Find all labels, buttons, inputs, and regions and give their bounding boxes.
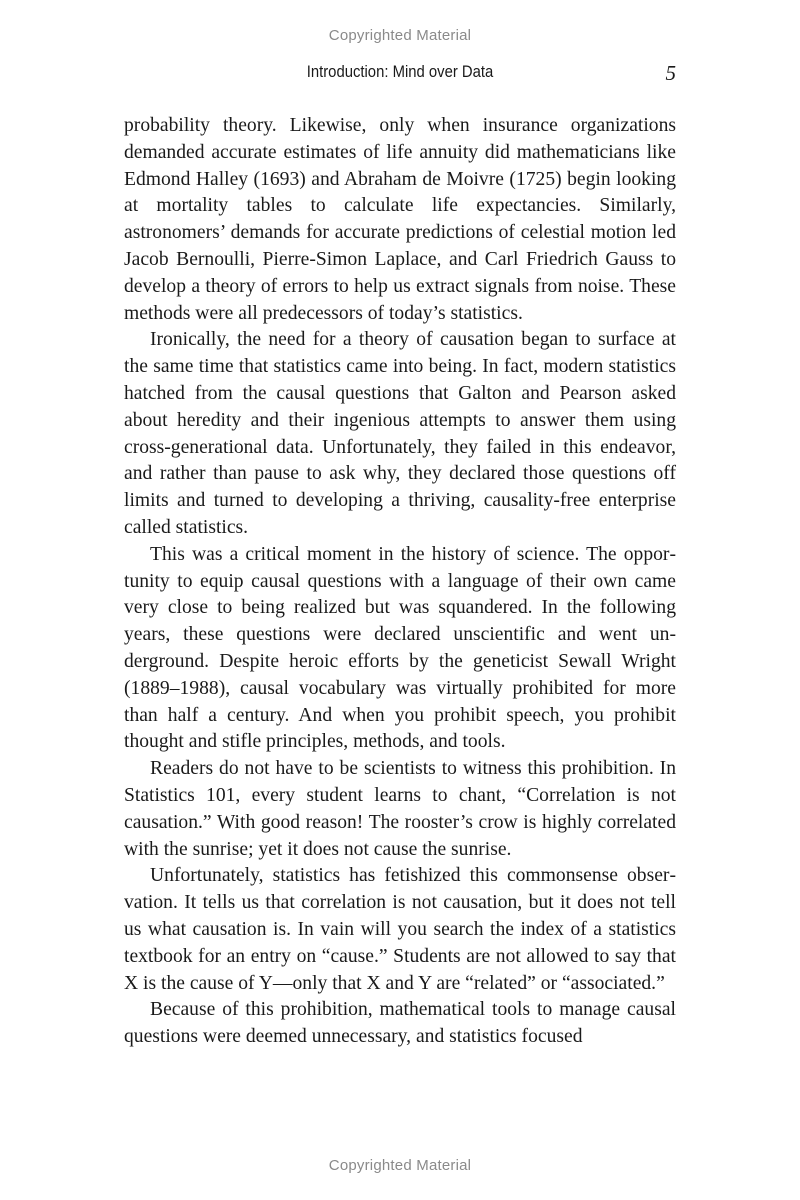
paragraph-5: Unfortunately, statistics has fetishized this commonsense observation. It tells us that correlation is not causation, but it does not tell us what causation is. In vain will you search the index of a statistics textbook for an entry on “cause.” Students are not allowed to say that X is the cause of Y—only that X and Y are “related” or “associated.” [124,865,676,994]
paragraph-1: probability theory. Likewise, only when insurance organizations demanded accurate estimates of life annuity did mathematicians like Edmond Halley (1693) and Abraham de Moivre (1725) begin looking at mortality tables to calculate life expectancies. Similarly, astronomers’ demands for accurate predictions of celestial motion led Jacob Bernoulli, Pierre-Simon Laplace, and Carl Friedrich Gauss to develop a theory of errors to help us extract signals from noise. These methods were all predecessors of today’s statistics. [124,115,676,324]
paragraph-4: Readers do not have to be scientists to witness this prohibition. In Statistics 101, every student learns to chant, “Correlation is not causation.” With good reason! The rooster’s crow is highly correlated with the sunrise; yet it does not cause the sunrise. [124,758,676,860]
running-header [124,61,676,85]
chapter-title: Introduction: Mind over Data [306,63,494,81]
paragraph-2: Ironically, the need for a theory of causation began to surface at the same time that statistics came into being. In fact, modern statistics hatched from the causal questions that Galton and Pearson asked about heredity and their ingenious attempts to answer them using cross-generational data. Unfortunately, they failed in this endeavor, and rather than pause to ask why, they declared those questions off limits and turned to developing a thriving, causality-free enterprise called statistics. [124,329,676,538]
page-number: 5 [665,61,676,85]
copyright-watermark-top: Copyrighted Material [328,27,472,44]
body-text [124,113,676,1051]
paragraph-6: Because of this prohibition, mathematical tools to manage causal questions were deemed unnecessary, and statistics focused [124,999,676,1048]
paragraph-3: This was a critical moment in the history of science. The opportunity to equip causal questions with a language of their own came very close to being realized but was squandered. In the following years, these questions were declared unscientific and went underground. Despite heroic efforts by the geneticist Sewall Wright (1889–1988), causal vocabulary was virtually prohibited for more than half a century. And when you prohibit speech, you prohibit thought and stifle principles, methods, and tools. [124,543,676,753]
copyright-watermark-bottom: Copyrighted Material [328,1157,472,1174]
